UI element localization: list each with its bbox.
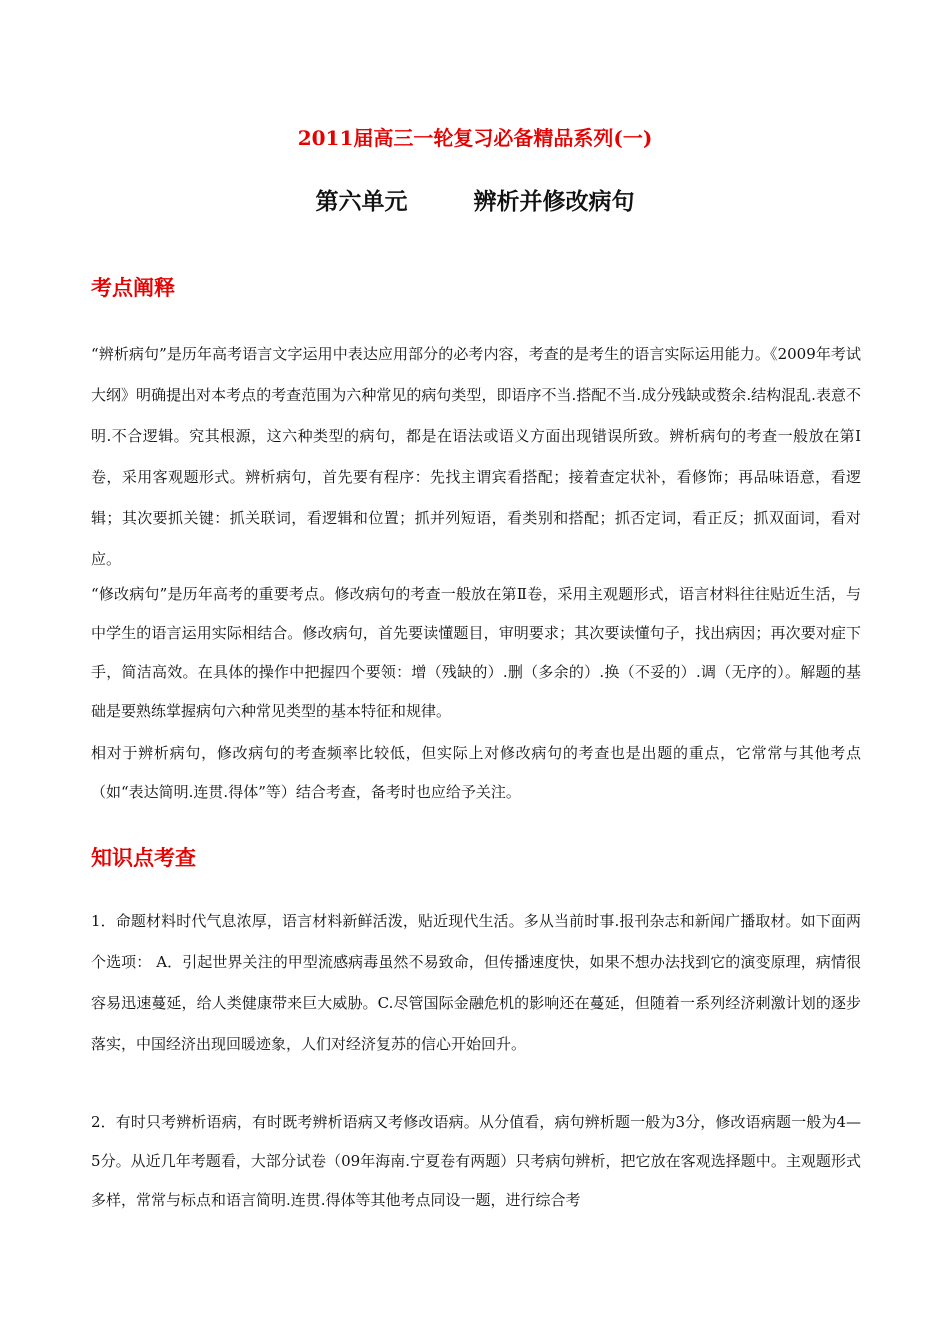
paragraph-kaodian-3: 相对于辨析病句，修改病句的考查频率比较低，但实际上对修改病句的考查也是出题的重点，它常常与其他考点（如“表达简明.连贯.得体”等）结合考查，备考时也应给予关注。 [91,744,861,801]
section-heading-zhishi: 知识点考查 [91,846,196,870]
paragraph-kaodian-2: “修改病句”是历年高考的重要考点。修改病句的考查一般放在第Ⅱ卷，采用主观题形式，语言材料往往贴近生活，与中学生的语言运用实际相结合。修改病句，首先要读懂题目，审明要求；其次要读懂句子，找出病因；再次要对症下手，简洁高效。在具体的操作中把握四个要领：增（残缺的）.删（多余的）.换（不妥的）.调（无序的）。解题的基础是要熟练掌握病句六种常见类型的基本特征和规律。 [91,585,861,720]
unit-label: 第六单元 [315,189,408,215]
section-heading-kaodian: 考点阐释 [91,276,175,300]
unit-title [0,183,950,216]
paragraph-zhishi-2: 2．有时只考辨析语病，有时既考辨析语病又考修改语病。从分值看，病句辨析题一般为3分，修改语病题一般为4—5分。从近几年考题看，大部分试卷（09年海南.宁夏卷有两题）只考病句辨析，把它放在客观选择题中。主观题形式多样，常常与标点和语言简明.连贯.得体等其他考点同设一题，进行综合考 [91,1113,861,1209]
series-title: 2011届高三一轮复习必备精品系列(一) [297,126,653,150]
unit-name: 辨析并修改病句 [473,189,635,215]
paragraph-zhishi-1: 1．命题材料时代气息浓厚，语言材料新鲜活泼，贴近现代生活。多从当前时事.报刊杂志和新闻广播取材。如下面两个选项： A．引起世界关注的甲型流感病毒虽然不易致命，但传播速度快，如果不想办法找到它的演变原理，病情很容易迅速蔓延，给人类健康带来巨大威胁。C.尽管国际金融危机的影响还在蔓延，但随着一系列经济刺激计划的逐步落实，中国经济出现回暖迹象，人们对经济复苏的信心开始回升。 [91,912,861,1053]
paragraph-kaodian-1: “辨析病句”是历年高考语言文字运用中表达应用部分的必考内容，考查的是考生的语言实际运用能力。《2009年考试大纲》明确提出对本考点的考查范围为六种常见的病句类型，即语序不当.搭配不当.成分残缺或赘余.结构混乱.表意不明.不合逻辑。究其根源，这六种类型的病句，都是在语法或语义方面出现错误所致。辨析病句的考查一般放在第Ⅰ卷，采用客观题形式。辨析病句，首先要有程序：先找主谓宾看搭配；接着查定状补，看修饰；再品味语意，看逻辑；其次要抓关键：抓关联词，看逻辑和位置；抓并列短语，看类别和搭配；抓否定词，看正反；抓双面词，看对应。 [91,345,861,568]
